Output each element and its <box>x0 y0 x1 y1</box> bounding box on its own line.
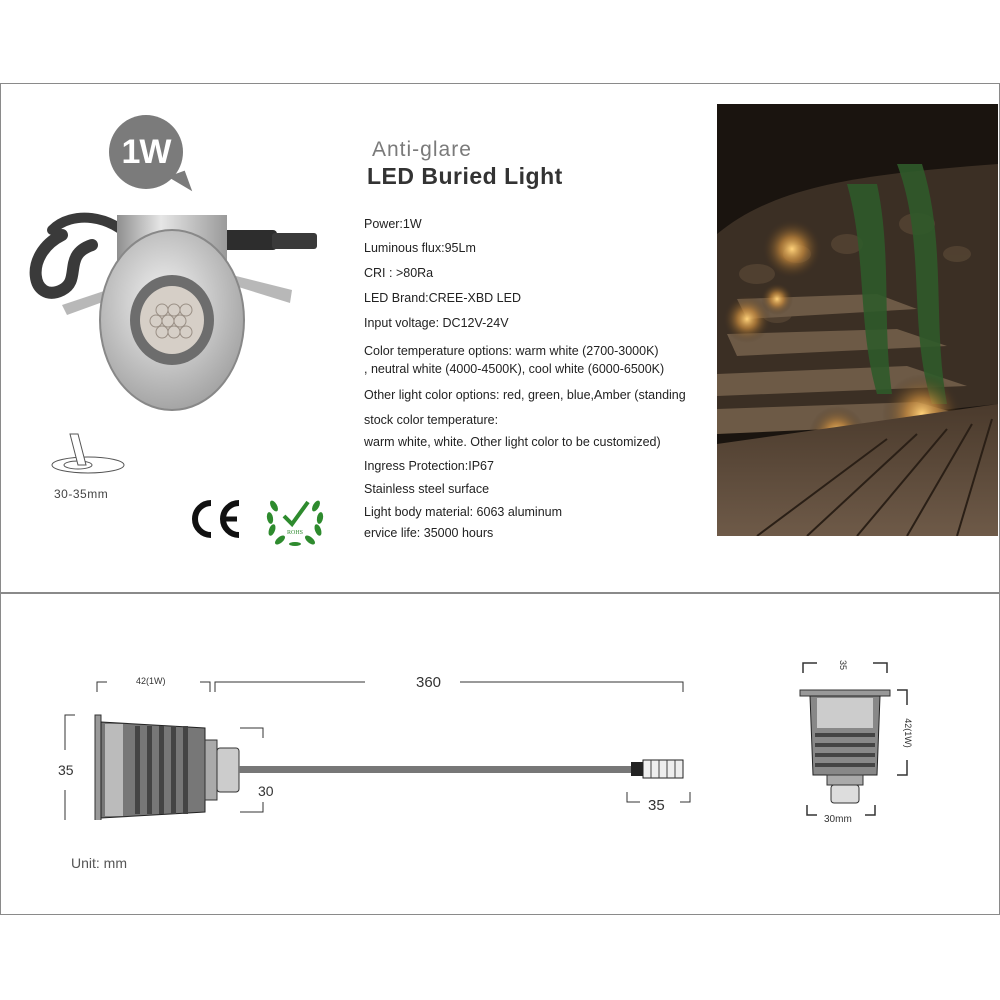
dim-diameter: 35 <box>58 762 74 778</box>
dim-gland: 30 <box>258 783 274 799</box>
spec-service-life: ervice life: 35000 hours <box>364 526 494 540</box>
dim-cable-length: 360 <box>416 674 442 691</box>
spec-luminous-flux: Luminous flux:95Lm <box>364 241 476 255</box>
spec-power: Power:1W <box>364 217 422 231</box>
rohs-text: ROHS <box>286 530 304 536</box>
spec-input-voltage: Input voltage: DC12V-24V <box>364 316 509 330</box>
spec-surface: Stainless steel surface <box>364 482 490 496</box>
ce-icon <box>187 497 245 541</box>
spec-body-material: Light body material: 6063 aluminum <box>364 505 563 519</box>
hole-size-label: 30-35mm <box>54 487 109 501</box>
spec-color-temp-1: Color temperature options: warm white (2700-3000K) <box>364 344 659 358</box>
unit-label: Unit: mm <box>71 855 127 871</box>
top-dim-bottom: 30mm <box>824 814 852 825</box>
top-dim-height: 42(1W) <box>902 718 913 748</box>
installation-scene-photo <box>717 104 998 536</box>
product-title: LED Buried Light <box>367 163 563 189</box>
power-badge: 1W <box>109 115 183 189</box>
top-dim-diameter: 35 <box>838 659 849 671</box>
rohs-icon <box>264 492 326 548</box>
spec-other-colors-3: warm white, white. Other light color to be customized) <box>364 435 661 449</box>
spec-led-brand: LED Brand:CREE-XBD LED <box>364 291 522 305</box>
product-subtitle: Anti-glare <box>372 138 472 161</box>
front-dimension-drawing <box>795 655 920 830</box>
dim-connector: 35 <box>648 797 665 814</box>
spec-other-colors-1: Other light color options: red, green, blue,Amber (standing <box>364 388 686 402</box>
spec-ingress-protection: Ingress Protection:IP67 <box>364 459 494 473</box>
mounting-hole-diagram <box>48 432 128 482</box>
spec-cri: CRI : >80Ra <box>364 266 434 280</box>
product-photo <box>22 195 322 420</box>
spec-color-temp-2: , neutral white (4000-4500K), cool white (6000-6500K) <box>364 362 665 376</box>
dim-body-length: 42(1W) <box>136 676 166 686</box>
spec-other-colors-2: stock color temperature: <box>364 413 499 427</box>
